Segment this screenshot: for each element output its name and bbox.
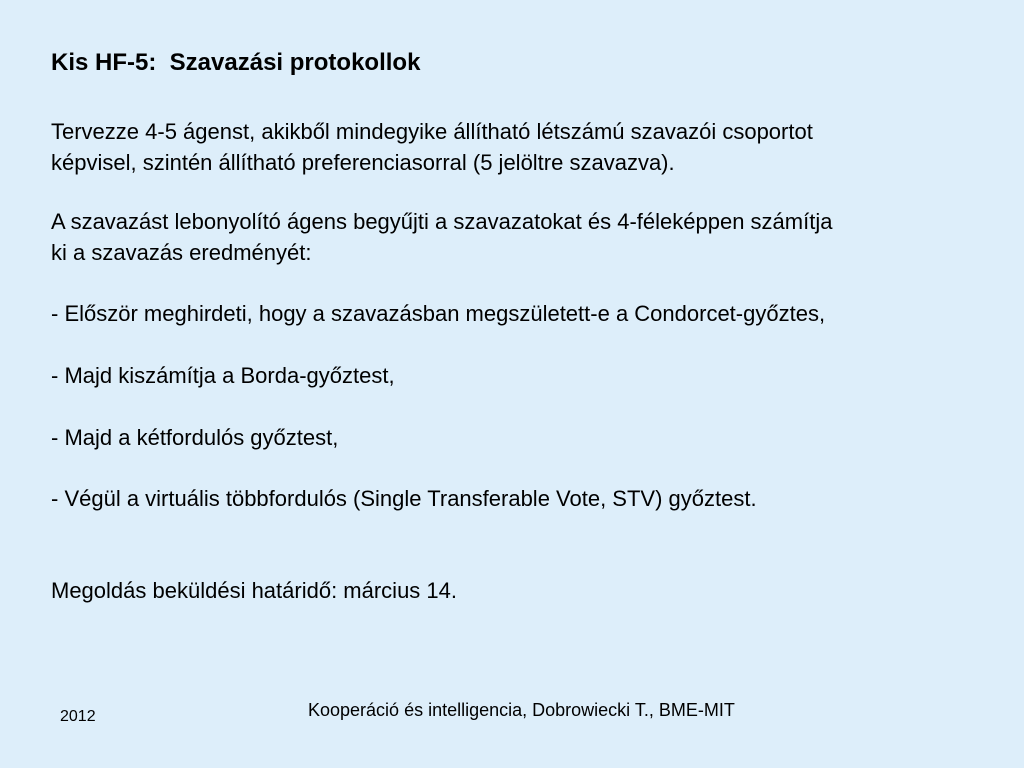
agent-line-2: ki a szavazás eredményét: (51, 240, 312, 265)
step-condorcet: - Először meghirdeti, hogy a szavazásban megszületett-e a Condorcet-győztes, (51, 301, 826, 326)
step-borda: - Majd kiszámítja a Borda-győztest, (51, 363, 395, 388)
slide-title: Kis HF-5: Szavazási protokollok (51, 49, 421, 76)
intro-line-1: Tervezze 4-5 ágenst, akikből mindegyike állítható létszámú szavazói csoportot (51, 119, 813, 144)
footer-year: 2012 (60, 708, 96, 725)
step-two-round: - Majd a kétfordulós győztest, (51, 425, 339, 450)
agent-line-1: A szavazást lebonyolító ágens begyűjti a szavazatokat és 4-féleképpen számítja (51, 209, 833, 234)
deadline: Megoldás beküldési határidő: március 14. (51, 578, 458, 603)
footer-course: Kooperáció és intelligencia, Dobrowiecki T., BME-MIT (308, 700, 735, 720)
step-stv: - Végül a virtuális többfordulós (Single Transferable Vote, STV) győztest. (51, 486, 757, 511)
intro-line-2: képvisel, szintén állítható preferenciasorral (5 jelöltre szavazva). (51, 150, 675, 175)
